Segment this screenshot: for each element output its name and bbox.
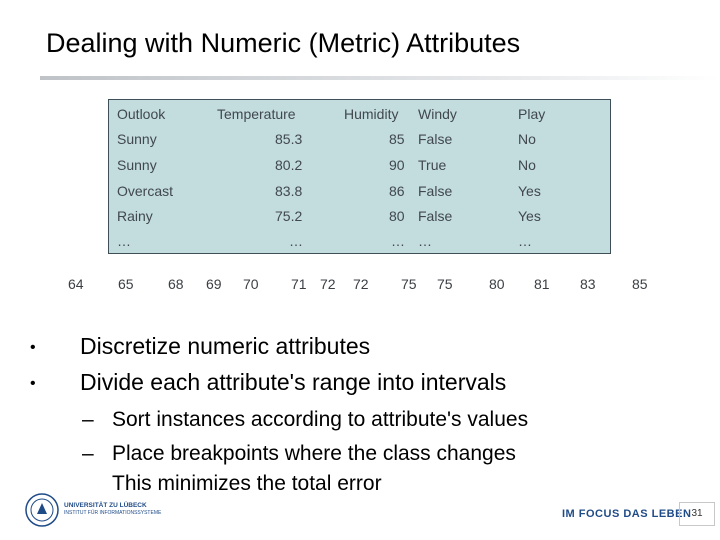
- table-cell-temperature: 83.8: [275, 183, 303, 199]
- header-humidity: Humidity: [344, 106, 399, 122]
- table-cell-humidity: 86: [389, 183, 405, 199]
- table-cell-humidity: 90: [389, 157, 405, 173]
- sub-bullet-text: Place breakpoints where the class changes: [112, 442, 516, 465]
- sorted-value: 80: [489, 276, 505, 292]
- table-cell-outlook: Sunny: [117, 131, 157, 147]
- table-cell-windy: …: [418, 233, 432, 249]
- university-name: UNIVERSITÄT ZU LÜBECK: [64, 502, 147, 509]
- sorted-value: 72: [353, 276, 369, 292]
- institute-name: INSTITUT FÜR INFORMATIONSSYSTEME: [64, 510, 162, 516]
- bullet-text: Discretize numeric attributes: [80, 333, 371, 359]
- title-divider: [40, 76, 720, 80]
- sub-bullet-continuation: This minimizes the total error: [112, 472, 382, 495]
- slide-title: Dealing with Numeric (Metric) Attributes: [46, 28, 521, 58]
- table-cell-windy: False: [418, 131, 453, 147]
- sub-bullet-text: Sort instances according to attribute's values: [112, 408, 529, 431]
- sorted-value: 85: [632, 276, 648, 292]
- sub-bullet-dash: –: [82, 408, 94, 431]
- table-cell-play: Yes: [518, 183, 541, 199]
- header-play: Play: [518, 106, 546, 122]
- table-cell-humidity: 80: [389, 208, 405, 224]
- bullet-dot: •: [30, 339, 36, 356]
- table-cell-outlook: Sunny: [117, 157, 157, 173]
- sorted-value: 64: [68, 276, 84, 292]
- sorted-value: 70: [243, 276, 259, 292]
- table-cell-play: Yes: [518, 208, 541, 224]
- table-cell-play: No: [518, 131, 536, 147]
- sorted-value: 81: [534, 276, 550, 292]
- table-cell-outlook: Overcast: [117, 183, 174, 199]
- table-cell-play: No: [518, 157, 536, 173]
- bullet-text: Divide each attribute's range into intervals: [80, 369, 507, 395]
- table-cell-temperature: …: [289, 233, 303, 249]
- sorted-value: 69: [206, 276, 222, 292]
- seal-icon: [24, 492, 60, 528]
- table-cell-temperature: 75.2: [275, 208, 303, 224]
- sorted-value: 83: [580, 276, 596, 292]
- sorted-value: 75: [437, 276, 453, 292]
- sub-bullet-dash: –: [82, 442, 94, 465]
- sorted-value: 75: [401, 276, 417, 292]
- table-cell-temperature: 80.2: [275, 157, 303, 173]
- sorted-value: 72: [320, 276, 336, 292]
- header-outlook: Outlook: [117, 106, 166, 122]
- table-cell-windy: False: [418, 208, 453, 224]
- table-cell-humidity: 85: [389, 131, 405, 147]
- header-windy: Windy: [418, 106, 457, 122]
- slogan-logo: IM FOCUS DAS LEBEN: [562, 508, 692, 520]
- table-cell-humidity: …: [391, 233, 405, 249]
- sorted-value: 65: [118, 276, 134, 292]
- header-temperature: Temperature: [217, 106, 296, 122]
- table-cell-temperature: 85.3: [275, 131, 303, 147]
- weather-table: [108, 99, 611, 254]
- bullet-dot: •: [30, 375, 36, 392]
- table-cell-play: …: [518, 233, 532, 249]
- table-cell-windy: True: [418, 157, 447, 173]
- table-cell-outlook: Rainy: [117, 208, 153, 224]
- table-cell-windy: False: [418, 183, 453, 199]
- table-cell-outlook: …: [117, 233, 131, 249]
- page-number: 31: [679, 502, 715, 526]
- sorted-value: 68: [168, 276, 184, 292]
- university-logo: [24, 492, 212, 528]
- sorted-value: 71: [291, 276, 307, 292]
